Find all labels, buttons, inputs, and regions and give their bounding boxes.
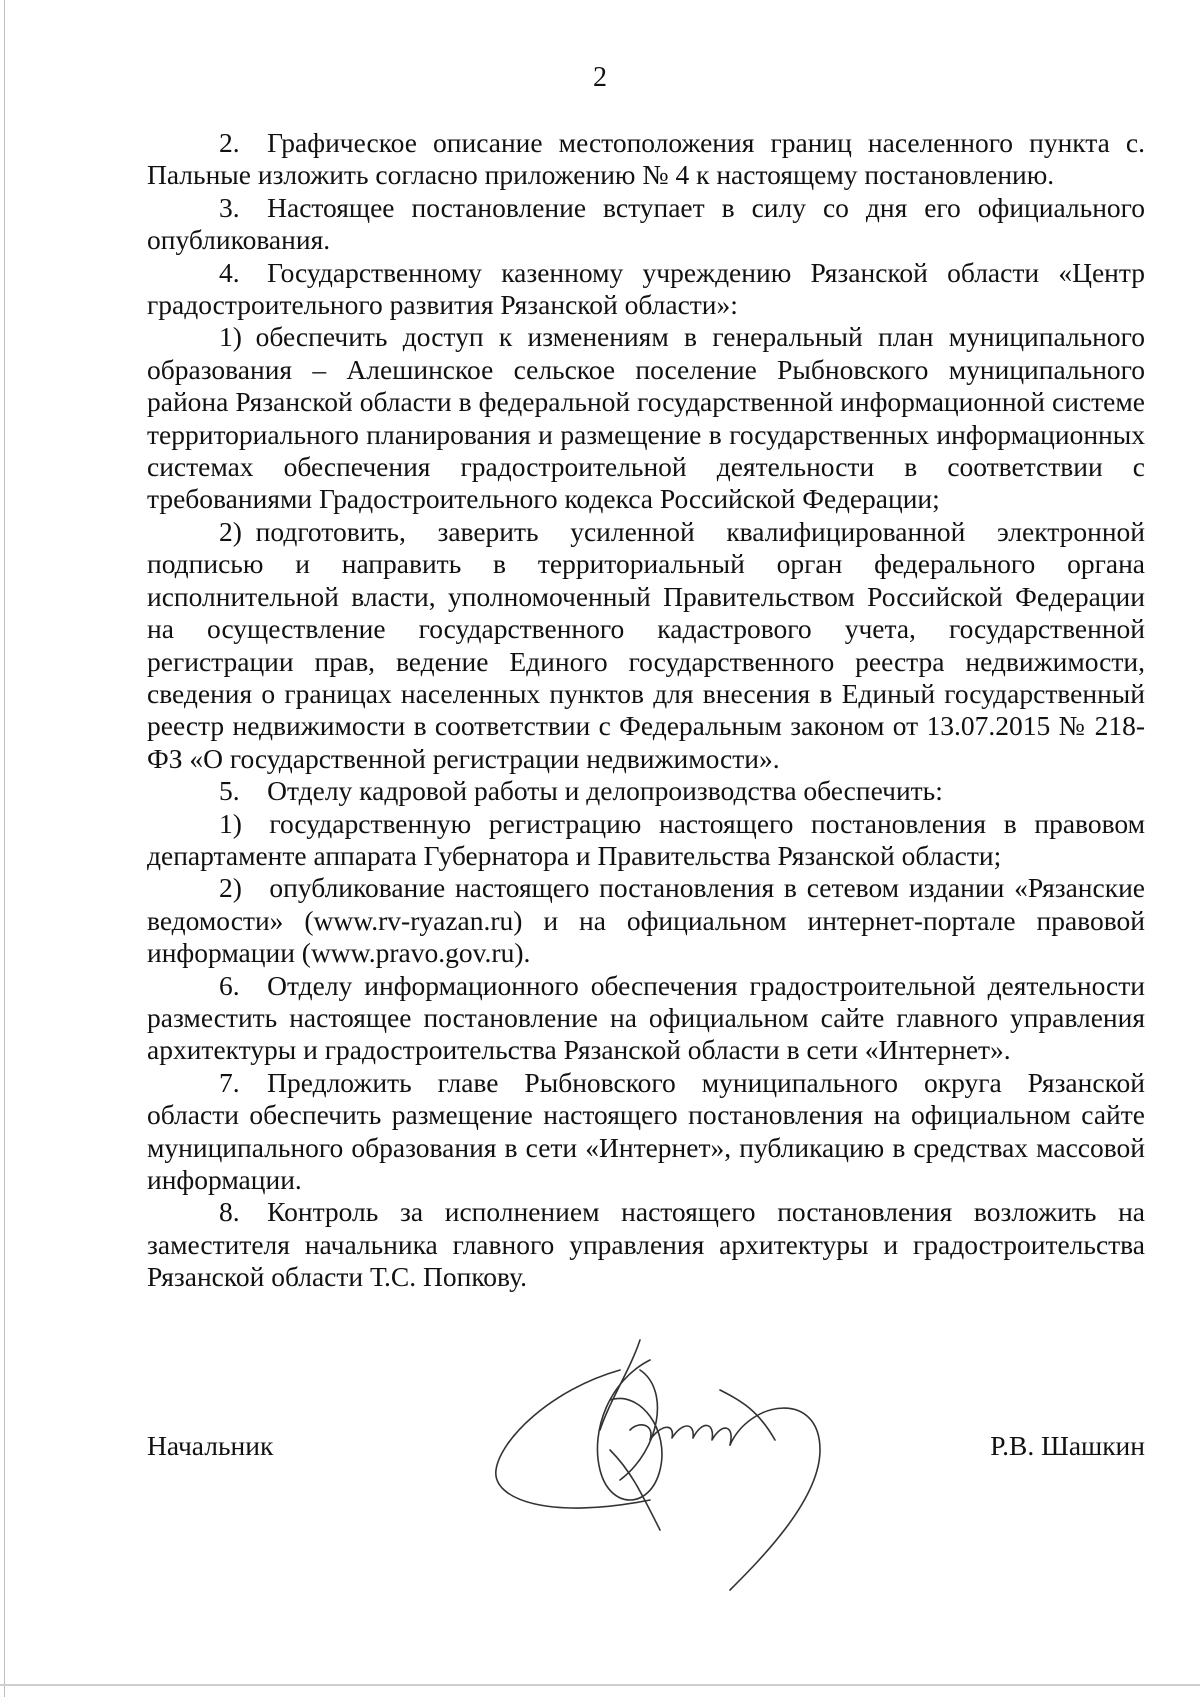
paragraph-4-1: 1) обеспечить доступ к изменениям в генеральный план муниципального образования – Алешинское сельское поселение Рыбновского муниципального района Рязанской области в федеральной государственной информационной системе территориального планирования и размещение в государственных информационных системах обеспечения градостроительной деятельности в соответствии с требованиями Градостроительного кодекса Российской Федерации; [147, 321, 1145, 515]
scan-edge-bottom [0, 1684, 1200, 1686]
paragraph-5: 5. Отделу кадровой работы и делопроизводства обеспечить: [219, 775, 943, 807]
paragraph-6: 6. Отделу информационного обеспечения градостроительной деятельности разместить настоящее постановление на официальном сайте главного управления архитектуры и градостроительства Рязанской области в сети «Интернет». [147, 969, 1145, 1066]
paragraph-3: 3. Настоящее постановление вступает в силу со дня его официального опубликования. [147, 191, 1145, 256]
paragraph-8: 8. Контроль за исполнением настоящего постановления возложить на заместителя начальника главного управления архитектуры и градостроительства Рязанской области Т.С. Попкову. [147, 1196, 1145, 1293]
handwritten-signature [490, 1330, 880, 1600]
paragraph-7: 7. Предложить главе Рыбновского муниципального округа Рязанской области обеспечить размещение настоящего постановления на официальном сайте муниципального образования в сети «Интернет», публикацию в средствах массовой информации. [147, 1066, 1145, 1195]
paragraph-2: 2. Графическое описание местоположения границ населенного пункта с. Пальные изложить согласно приложению № 4 к настоящему постановлению. [147, 127, 1145, 191]
paragraph-4-2: 2) подготовить, заверить усиленной квалифицированной электронной подписью и направить в территориальный орган федерального органа исполнительной власти, уполномоченный Правительством Российской Федерации на осуществление государственного кадастрового учета, государственной регистрации прав, ведение Единого государственного реестра недвижимости, сведения о границах населенных пунктов для внесения в Единый государственный реестр недвижимости в соответствии с Федеральным законом от 13.07.2015 № 218-ФЗ «О государственной регистрации недвижимости». [147, 515, 1145, 774]
paragraph-5-2: 2) опубликование настоящего постановления в сетевом издании «Рязанские ведомости» (www.rv-ryazan.ru) и на официальном интернет-портале правовой информации (www.pravo.gov.ru). [147, 872, 1145, 969]
scan-edge-left [4, 0, 5, 1697]
paragraph-4: 4. Государственному казенному учреждению Рязанской области «Центр градостроительного развития Рязанской области»: [147, 256, 1145, 321]
signatory-name: Р.В. Шашкин [990, 1430, 1145, 1461]
document-body [147, 127, 1145, 1294]
page-number: 2 [593, 62, 607, 93]
paragraph-5-1: 1) государственную регистрацию настоящего постановления в правовом департаменте аппарата Губернатора и Правительства Рязанской области; [147, 807, 1145, 871]
signatory-position: Начальник [147, 1430, 274, 1461]
